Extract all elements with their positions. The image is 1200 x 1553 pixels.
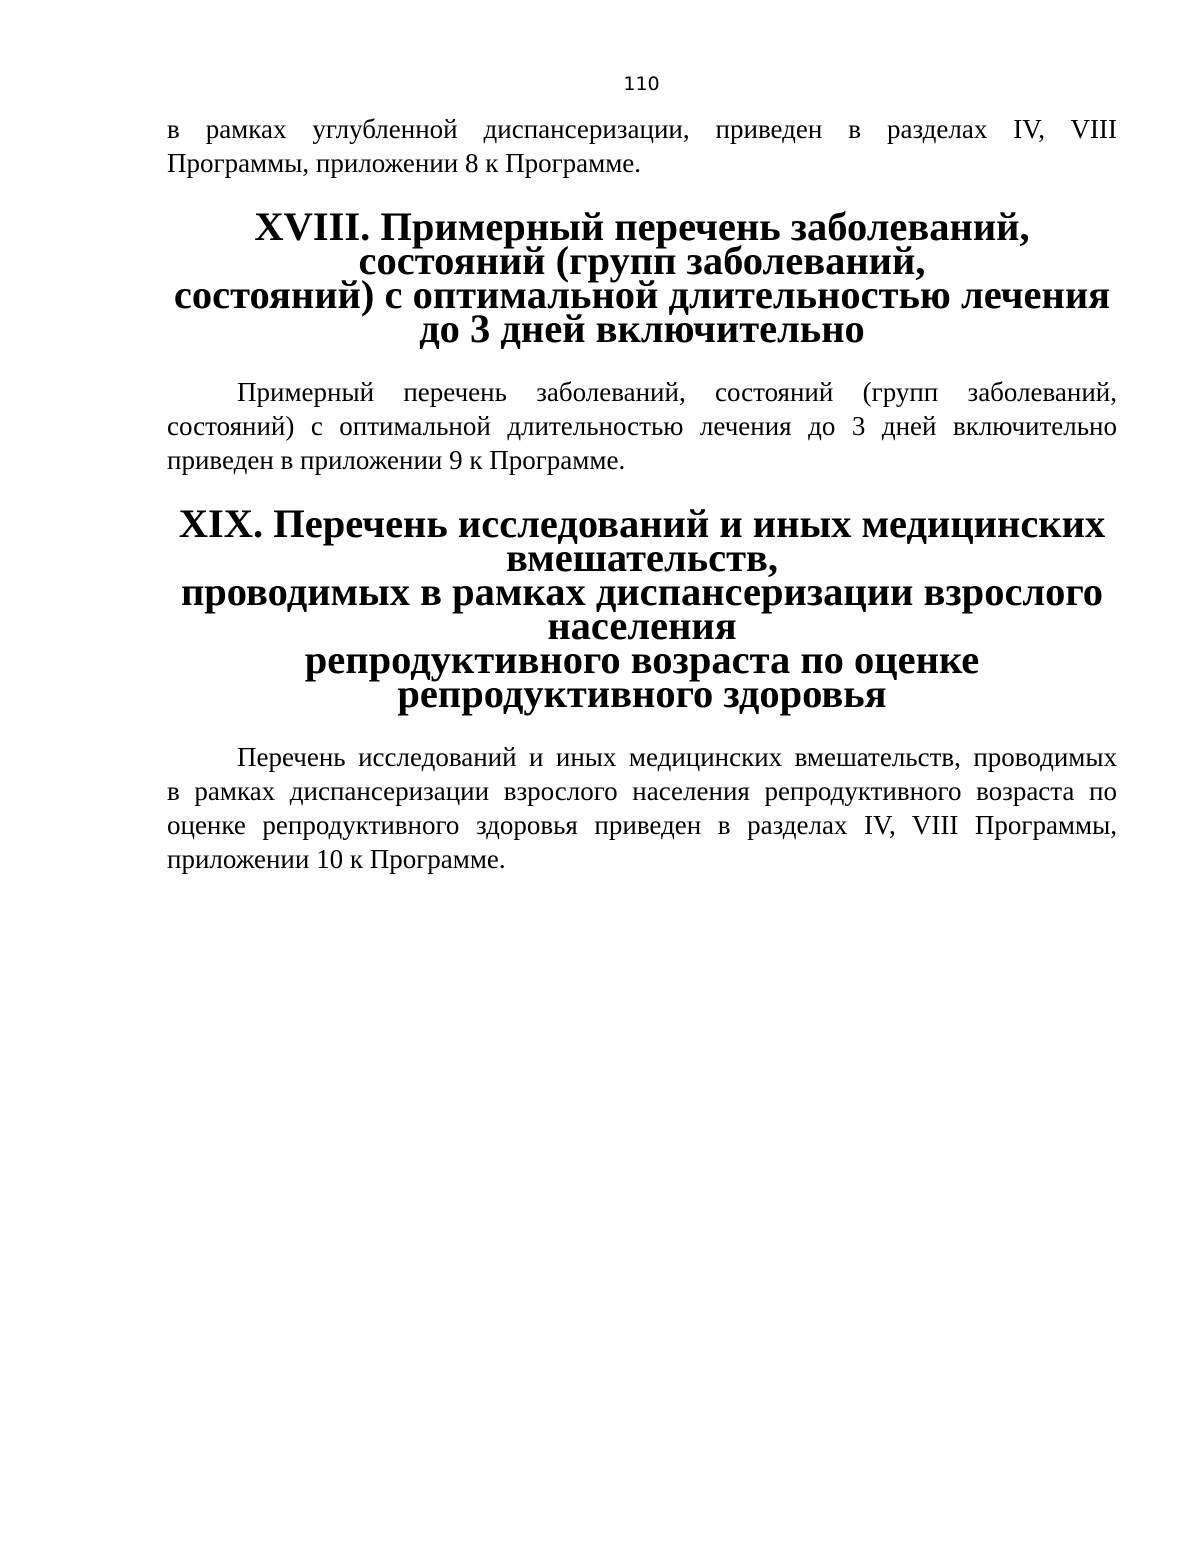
section-19-paragraph <box>167 740 1117 876</box>
section-19-line-1: Перечень исследований и иных медицинских вмешательств, проводимых <box>237 742 1117 772</box>
section-19-line-3: оценке репродуктивного здоровья приведен в разделах IV, VIII Программы, <box>167 810 1117 840</box>
intro-paragraph <box>167 112 1117 180</box>
section-18-heading <box>167 204 1117 351</box>
section-19-heading-line-2: проводимых в рамках диспансеризации взрослого населения <box>180 569 1104 648</box>
section-19-heading-line-3: репродуктивного возраста по оценке репродуктивного здоровья <box>304 637 980 716</box>
section-18-line-3: приведен в приложении 9 к Программе. <box>167 445 626 475</box>
section-19-heading-line-1: XIX. Перечень исследований и иных медицинских вмешательств, <box>178 501 1106 580</box>
intro-line-1: в рамках углубленной диспансеризации, приведен в разделах IV, VIII <box>167 114 1117 144</box>
section-18-line-1: Примерный перечень заболеваний, состояний (групп заболеваний, <box>237 377 1117 407</box>
page-number: 110 <box>623 73 660 95</box>
section-18-paragraph <box>167 375 1117 477</box>
section-19-line-4: приложении 10 к Программе. <box>167 844 506 874</box>
intro-line-2: Программы, приложении 8 к Программе. <box>167 148 642 178</box>
section-19-line-2: в рамках диспансеризации взрослого населения репродуктивного возраста по <box>167 776 1117 806</box>
section-19-heading <box>167 501 1117 716</box>
section-18-heading-line-1: XVIII. Примерный перечень заболеваний, состояний (групп заболеваний, <box>254 204 1030 283</box>
document-body <box>167 112 1117 876</box>
section-18-heading-line-2: состояний) с оптимальной длительностью лечения до 3 дней включительно <box>173 272 1111 351</box>
section-18-line-2: состояний) с оптимальной длительностью лечения до 3 дней включительно <box>167 411 1117 441</box>
